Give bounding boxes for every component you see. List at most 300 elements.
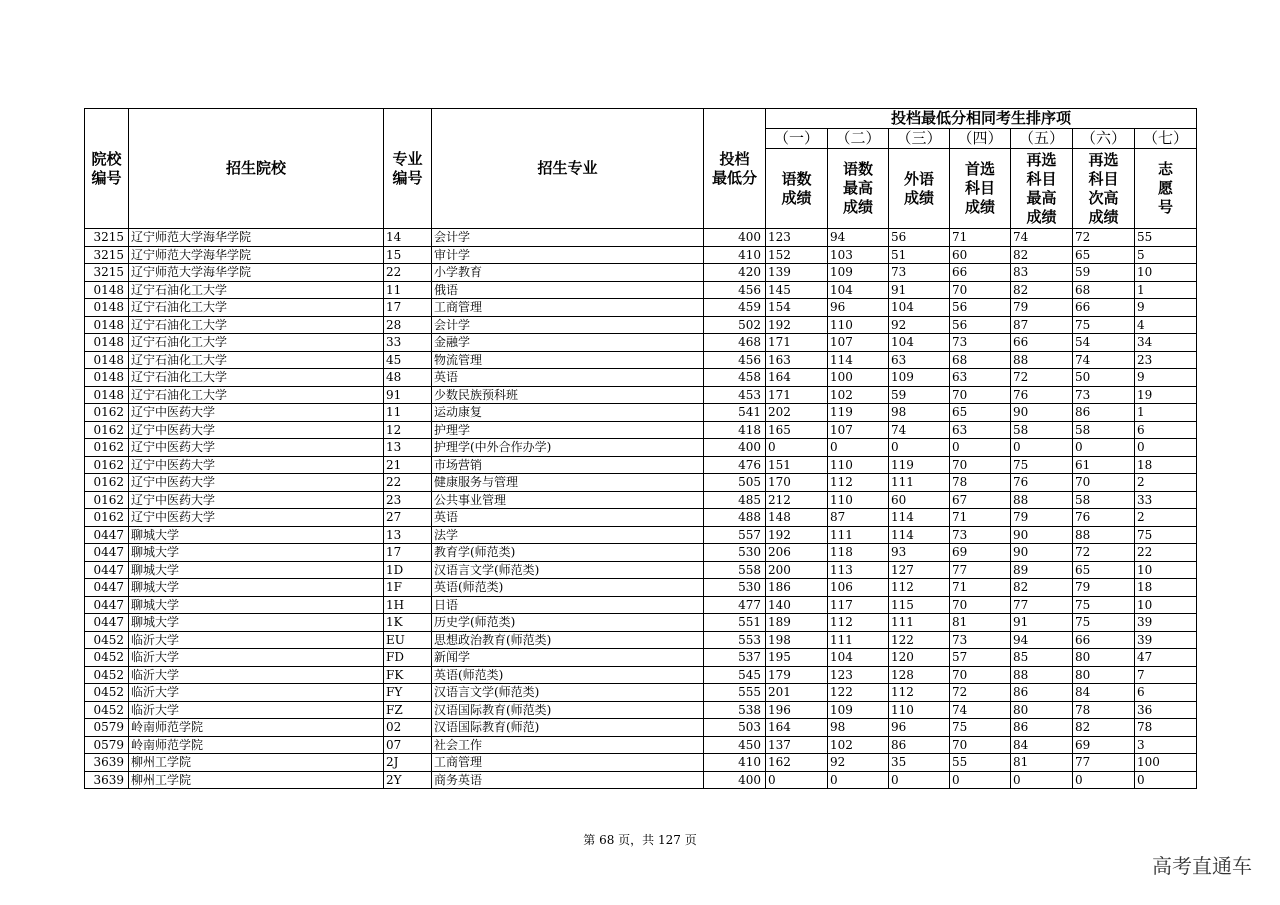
- cell-major-code: 48: [384, 369, 432, 387]
- cell-major-code: FD: [384, 649, 432, 667]
- cell-min-score: 530: [704, 544, 766, 562]
- cell-score-2: 96: [828, 299, 889, 317]
- cell-min-score: 459: [704, 299, 766, 317]
- cell-score-7: 0: [1135, 771, 1197, 789]
- cell-score-6: 74: [1073, 351, 1135, 369]
- cell-score-1: 192: [766, 316, 828, 334]
- cell-major-code: 13: [384, 439, 432, 457]
- cell-score-5: 82: [1011, 281, 1073, 299]
- cell-major-code: FY: [384, 684, 432, 702]
- cell-score-7: 18: [1135, 456, 1197, 474]
- table-row: [85, 264, 1197, 282]
- cell-score-4: 77: [950, 561, 1011, 579]
- cell-score-5: 88: [1011, 351, 1073, 369]
- cell-major-name: 汉语言文学(师范类): [432, 684, 704, 702]
- cell-score-3: 114: [889, 526, 950, 544]
- cell-score-4: 68: [950, 351, 1011, 369]
- cell-score-5: 83: [1011, 264, 1073, 282]
- cell-min-score: 420: [704, 264, 766, 282]
- cell-score-7: 47: [1135, 649, 1197, 667]
- cell-major-name: 护理学: [432, 421, 704, 439]
- admission-score-table: [84, 108, 1197, 789]
- cell-school-name: 辽宁石油化工大学: [129, 351, 384, 369]
- cell-score-6: 54: [1073, 334, 1135, 352]
- cell-school-name: 聊城大学: [129, 544, 384, 562]
- cell-min-score: 477: [704, 596, 766, 614]
- cell-major-name: 工商管理: [432, 299, 704, 317]
- cell-score-2: 94: [828, 229, 889, 247]
- cell-score-3: 35: [889, 754, 950, 772]
- header-sort-label-3: 外语 成绩: [889, 149, 950, 229]
- cell-score-5: 72: [1011, 369, 1073, 387]
- table-row: [85, 719, 1197, 737]
- cell-school-code: 0162: [85, 421, 129, 439]
- table-row: [85, 771, 1197, 789]
- cell-min-score: 551: [704, 614, 766, 632]
- cell-school-name: 聊城大学: [129, 561, 384, 579]
- cell-score-4: 70: [950, 386, 1011, 404]
- cell-score-5: 90: [1011, 526, 1073, 544]
- header-sort-index-5: （五）: [1011, 129, 1073, 149]
- cell-school-name: 聊城大学: [129, 579, 384, 597]
- cell-score-4: 66: [950, 264, 1011, 282]
- cell-score-6: 75: [1073, 316, 1135, 334]
- cell-major-code: 2J: [384, 754, 432, 772]
- cell-score-4: 71: [950, 509, 1011, 527]
- cell-score-4: 70: [950, 456, 1011, 474]
- cell-major-code: 21: [384, 456, 432, 474]
- cell-score-6: 73: [1073, 386, 1135, 404]
- cell-score-2: 104: [828, 649, 889, 667]
- cell-score-2: 92: [828, 754, 889, 772]
- cell-score-7: 19: [1135, 386, 1197, 404]
- cell-score-1: 163: [766, 351, 828, 369]
- cell-score-4: 55: [950, 754, 1011, 772]
- cell-min-score: 476: [704, 456, 766, 474]
- cell-min-score: 456: [704, 281, 766, 299]
- header-sort-index-4: （四）: [950, 129, 1011, 149]
- cell-score-5: 91: [1011, 614, 1073, 632]
- cell-score-1: 152: [766, 246, 828, 264]
- cell-school-code: 0447: [85, 579, 129, 597]
- cell-score-6: 72: [1073, 544, 1135, 562]
- cell-score-5: 58: [1011, 421, 1073, 439]
- cell-score-5: 90: [1011, 544, 1073, 562]
- cell-score-3: 104: [889, 299, 950, 317]
- cell-score-6: 80: [1073, 666, 1135, 684]
- cell-score-6: 86: [1073, 404, 1135, 422]
- cell-score-5: 82: [1011, 246, 1073, 264]
- cell-score-6: 75: [1073, 614, 1135, 632]
- cell-major-name: 英语(师范类): [432, 579, 704, 597]
- header-sort-label-1: 语数 成绩: [766, 149, 828, 229]
- cell-score-5: 66: [1011, 334, 1073, 352]
- cell-score-3: 109: [889, 369, 950, 387]
- header-sort-label-2: 语数 最高 成绩: [828, 149, 889, 229]
- cell-major-code: 33: [384, 334, 432, 352]
- cell-score-2: 110: [828, 491, 889, 509]
- cell-school-name: 岭南师范学院: [129, 719, 384, 737]
- cell-min-score: 450: [704, 736, 766, 754]
- watermark: 高考直通车: [1152, 854, 1252, 878]
- cell-school-code: 0148: [85, 334, 129, 352]
- cell-score-3: 56: [889, 229, 950, 247]
- cell-score-3: 51: [889, 246, 950, 264]
- cell-min-score: 505: [704, 474, 766, 492]
- cell-major-code: 22: [384, 264, 432, 282]
- cell-school-name: 辽宁石油化工大学: [129, 299, 384, 317]
- cell-school-code: 0162: [85, 474, 129, 492]
- cell-score-1: 164: [766, 369, 828, 387]
- cell-school-name: 辽宁中医药大学: [129, 491, 384, 509]
- cell-score-5: 76: [1011, 474, 1073, 492]
- cell-major-code: 15: [384, 246, 432, 264]
- cell-score-2: 107: [828, 334, 889, 352]
- cell-score-1: 192: [766, 526, 828, 544]
- header-major-name: 招生专业: [432, 109, 704, 229]
- cell-min-score: 541: [704, 404, 766, 422]
- cell-school-code: 0162: [85, 509, 129, 527]
- header-sort-label-4: 首选 科目 成绩: [950, 149, 1011, 229]
- cell-major-code: 27: [384, 509, 432, 527]
- cell-score-5: 79: [1011, 509, 1073, 527]
- cell-score-6: 65: [1073, 561, 1135, 579]
- cell-score-6: 59: [1073, 264, 1135, 282]
- cell-score-5: 88: [1011, 491, 1073, 509]
- cell-score-4: 70: [950, 281, 1011, 299]
- table-row: [85, 421, 1197, 439]
- cell-score-7: 78: [1135, 719, 1197, 737]
- cell-score-4: 57: [950, 649, 1011, 667]
- cell-school-name: 岭南师范学院: [129, 736, 384, 754]
- cell-score-4: 73: [950, 334, 1011, 352]
- cell-score-7: 0: [1135, 439, 1197, 457]
- cell-school-name: 聊城大学: [129, 526, 384, 544]
- cell-score-1: 196: [766, 701, 828, 719]
- cell-score-6: 0: [1073, 439, 1135, 457]
- cell-score-1: 165: [766, 421, 828, 439]
- cell-score-1: 195: [766, 649, 828, 667]
- cell-major-code: 1F: [384, 579, 432, 597]
- cell-major-code: 22: [384, 474, 432, 492]
- cell-major-code: 02: [384, 719, 432, 737]
- cell-score-2: 117: [828, 596, 889, 614]
- table-header: [85, 109, 1197, 229]
- cell-score-6: 50: [1073, 369, 1135, 387]
- cell-score-1: 139: [766, 264, 828, 282]
- cell-score-7: 75: [1135, 526, 1197, 544]
- cell-score-7: 1: [1135, 404, 1197, 422]
- table-row: [85, 509, 1197, 527]
- cell-score-5: 80: [1011, 701, 1073, 719]
- cell-score-5: 77: [1011, 596, 1073, 614]
- cell-min-score: 410: [704, 246, 766, 264]
- cell-score-4: 74: [950, 701, 1011, 719]
- cell-score-3: 59: [889, 386, 950, 404]
- cell-score-7: 2: [1135, 509, 1197, 527]
- cell-school-code: 0148: [85, 281, 129, 299]
- cell-score-7: 7: [1135, 666, 1197, 684]
- header-major-code: 专业 编号: [384, 109, 432, 229]
- cell-score-3: 96: [889, 719, 950, 737]
- cell-score-4: 75: [950, 719, 1011, 737]
- cell-major-name: 商务英语: [432, 771, 704, 789]
- cell-score-4: 72: [950, 684, 1011, 702]
- cell-score-5: 82: [1011, 579, 1073, 597]
- cell-score-5: 85: [1011, 649, 1073, 667]
- cell-score-2: 111: [828, 526, 889, 544]
- cell-score-6: 72: [1073, 229, 1135, 247]
- cell-major-name: 汉语国际教育(师范): [432, 719, 704, 737]
- cell-score-6: 61: [1073, 456, 1135, 474]
- cell-score-3: 114: [889, 509, 950, 527]
- cell-school-code: 0447: [85, 544, 129, 562]
- cell-score-1: 206: [766, 544, 828, 562]
- cell-score-5: 0: [1011, 771, 1073, 789]
- cell-score-1: 189: [766, 614, 828, 632]
- cell-major-name: 小学教育: [432, 264, 704, 282]
- cell-school-code: 3215: [85, 264, 129, 282]
- cell-major-name: 英语: [432, 369, 704, 387]
- cell-school-code: 0148: [85, 299, 129, 317]
- cell-score-1: 162: [766, 754, 828, 772]
- cell-score-7: 18: [1135, 579, 1197, 597]
- cell-major-code: 1H: [384, 596, 432, 614]
- table-row: [85, 334, 1197, 352]
- cell-school-name: 临沂大学: [129, 666, 384, 684]
- table-row: [85, 736, 1197, 754]
- cell-score-7: 6: [1135, 421, 1197, 439]
- cell-score-2: 106: [828, 579, 889, 597]
- cell-major-name: 公共事业管理: [432, 491, 704, 509]
- cell-min-score: 488: [704, 509, 766, 527]
- cell-score-2: 110: [828, 456, 889, 474]
- cell-score-4: 0: [950, 439, 1011, 457]
- cell-score-2: 102: [828, 736, 889, 754]
- cell-school-name: 聊城大学: [129, 596, 384, 614]
- cell-score-3: 98: [889, 404, 950, 422]
- cell-score-2: 122: [828, 684, 889, 702]
- header-sort-index-7: （七）: [1135, 129, 1197, 149]
- cell-school-name: 辽宁中医药大学: [129, 456, 384, 474]
- cell-score-6: 76: [1073, 509, 1135, 527]
- cell-school-name: 辽宁师范大学海华学院: [129, 229, 384, 247]
- table-row: [85, 386, 1197, 404]
- table-row: [85, 351, 1197, 369]
- table-row: [85, 299, 1197, 317]
- cell-score-4: 60: [950, 246, 1011, 264]
- cell-score-3: 119: [889, 456, 950, 474]
- cell-major-name: 俄语: [432, 281, 704, 299]
- cell-score-6: 65: [1073, 246, 1135, 264]
- header-sort-label-7: 志 愿 号: [1135, 149, 1197, 229]
- cell-major-code: 14: [384, 229, 432, 247]
- cell-min-score: 503: [704, 719, 766, 737]
- cell-score-4: 73: [950, 526, 1011, 544]
- cell-score-5: 0: [1011, 439, 1073, 457]
- cell-score-2: 87: [828, 509, 889, 527]
- cell-score-2: 119: [828, 404, 889, 422]
- cell-score-3: 122: [889, 631, 950, 649]
- cell-school-code: 0148: [85, 316, 129, 334]
- cell-school-code: 0452: [85, 684, 129, 702]
- cell-score-3: 0: [889, 439, 950, 457]
- cell-score-5: 94: [1011, 631, 1073, 649]
- cell-major-name: 思想政治教育(师范类): [432, 631, 704, 649]
- header-sort-index-3: （三）: [889, 129, 950, 149]
- cell-score-4: 56: [950, 316, 1011, 334]
- cell-score-2: 0: [828, 439, 889, 457]
- cell-score-1: 202: [766, 404, 828, 422]
- cell-min-score: 400: [704, 771, 766, 789]
- cell-major-code: 17: [384, 299, 432, 317]
- cell-score-5: 75: [1011, 456, 1073, 474]
- cell-score-7: 34: [1135, 334, 1197, 352]
- cell-score-1: 201: [766, 684, 828, 702]
- cell-school-code: 0452: [85, 666, 129, 684]
- table-row: [85, 666, 1197, 684]
- cell-school-name: 临沂大学: [129, 701, 384, 719]
- cell-major-name: 历史学(师范类): [432, 614, 704, 632]
- cell-score-6: 58: [1073, 421, 1135, 439]
- cell-score-4: 67: [950, 491, 1011, 509]
- table-row: [85, 316, 1197, 334]
- cell-major-name: 会计学: [432, 316, 704, 334]
- cell-score-1: 151: [766, 456, 828, 474]
- cell-score-4: 81: [950, 614, 1011, 632]
- cell-score-2: 123: [828, 666, 889, 684]
- cell-score-7: 5: [1135, 246, 1197, 264]
- cell-score-7: 10: [1135, 264, 1197, 282]
- cell-min-score: 418: [704, 421, 766, 439]
- cell-major-code: 12: [384, 421, 432, 439]
- cell-major-code: 91: [384, 386, 432, 404]
- cell-school-code: 0447: [85, 526, 129, 544]
- cell-score-3: 120: [889, 649, 950, 667]
- cell-score-3: 74: [889, 421, 950, 439]
- cell-school-code: 0452: [85, 631, 129, 649]
- cell-score-7: 4: [1135, 316, 1197, 334]
- cell-major-name: 新闻学: [432, 649, 704, 667]
- cell-score-7: 10: [1135, 561, 1197, 579]
- cell-score-3: 111: [889, 474, 950, 492]
- table-row: [85, 649, 1197, 667]
- cell-min-score: 553: [704, 631, 766, 649]
- cell-score-2: 110: [828, 316, 889, 334]
- cell-score-3: 128: [889, 666, 950, 684]
- cell-school-name: 辽宁石油化工大学: [129, 316, 384, 334]
- cell-major-name: 健康服务与管理: [432, 474, 704, 492]
- cell-major-name: 日语: [432, 596, 704, 614]
- cell-school-name: 临沂大学: [129, 631, 384, 649]
- cell-score-1: 123: [766, 229, 828, 247]
- cell-school-code: 0148: [85, 386, 129, 404]
- cell-score-6: 84: [1073, 684, 1135, 702]
- cell-min-score: 456: [704, 351, 766, 369]
- cell-major-code: FK: [384, 666, 432, 684]
- cell-school-code: 3639: [85, 771, 129, 789]
- cell-score-2: 112: [828, 474, 889, 492]
- table-row: [85, 561, 1197, 579]
- table-row: [85, 246, 1197, 264]
- cell-score-1: 170: [766, 474, 828, 492]
- cell-score-2: 111: [828, 631, 889, 649]
- cell-score-1: 148: [766, 509, 828, 527]
- cell-min-score: 557: [704, 526, 766, 544]
- cell-min-score: 558: [704, 561, 766, 579]
- cell-major-name: 工商管理: [432, 754, 704, 772]
- cell-major-code: EU: [384, 631, 432, 649]
- cell-min-score: 502: [704, 316, 766, 334]
- cell-score-4: 70: [950, 596, 1011, 614]
- cell-major-code: 11: [384, 281, 432, 299]
- page-footer: 第 68 页，共 127 页: [583, 833, 697, 847]
- cell-score-2: 109: [828, 701, 889, 719]
- cell-score-1: 200: [766, 561, 828, 579]
- cell-score-7: 3: [1135, 736, 1197, 754]
- cell-score-6: 70: [1073, 474, 1135, 492]
- cell-major-name: 英语: [432, 509, 704, 527]
- cell-major-name: 市场营销: [432, 456, 704, 474]
- cell-score-2: 109: [828, 264, 889, 282]
- cell-major-code: 17: [384, 544, 432, 562]
- cell-school-code: 0579: [85, 736, 129, 754]
- cell-score-5: 76: [1011, 386, 1073, 404]
- cell-score-2: 112: [828, 614, 889, 632]
- cell-score-1: 186: [766, 579, 828, 597]
- cell-major-code: 13: [384, 526, 432, 544]
- cell-school-code: 0447: [85, 596, 129, 614]
- cell-min-score: 530: [704, 579, 766, 597]
- cell-school-code: 0452: [85, 701, 129, 719]
- cell-major-code: FZ: [384, 701, 432, 719]
- cell-score-1: 164: [766, 719, 828, 737]
- cell-min-score: 555: [704, 684, 766, 702]
- cell-score-7: 1: [1135, 281, 1197, 299]
- cell-school-name: 辽宁石油化工大学: [129, 386, 384, 404]
- cell-school-name: 辽宁石油化工大学: [129, 369, 384, 387]
- table-row: [85, 631, 1197, 649]
- cell-score-1: 140: [766, 596, 828, 614]
- cell-score-3: 93: [889, 544, 950, 562]
- cell-school-name: 辽宁石油化工大学: [129, 334, 384, 352]
- cell-score-7: 2: [1135, 474, 1197, 492]
- header-school-code: 院校 编号: [85, 109, 129, 229]
- cell-school-code: 0447: [85, 561, 129, 579]
- cell-major-code: 11: [384, 404, 432, 422]
- header-sort-index-1: （一）: [766, 129, 828, 149]
- cell-score-5: 86: [1011, 719, 1073, 737]
- cell-score-3: 63: [889, 351, 950, 369]
- cell-school-name: 辽宁中医药大学: [129, 474, 384, 492]
- cell-min-score: 537: [704, 649, 766, 667]
- cell-school-name: 临沂大学: [129, 649, 384, 667]
- cell-major-name: 护理学(中外合作办学): [432, 439, 704, 457]
- cell-score-4: 71: [950, 579, 1011, 597]
- cell-score-4: 69: [950, 544, 1011, 562]
- cell-major-name: 社会工作: [432, 736, 704, 754]
- cell-min-score: 458: [704, 369, 766, 387]
- cell-school-name: 辽宁中医药大学: [129, 421, 384, 439]
- cell-major-name: 英语(师范类): [432, 666, 704, 684]
- cell-score-7: 100: [1135, 754, 1197, 772]
- cell-score-5: 87: [1011, 316, 1073, 334]
- table-row: [85, 701, 1197, 719]
- cell-score-1: 179: [766, 666, 828, 684]
- table-body: [85, 229, 1197, 789]
- cell-score-3: 111: [889, 614, 950, 632]
- cell-school-name: 辽宁师范大学海华学院: [129, 246, 384, 264]
